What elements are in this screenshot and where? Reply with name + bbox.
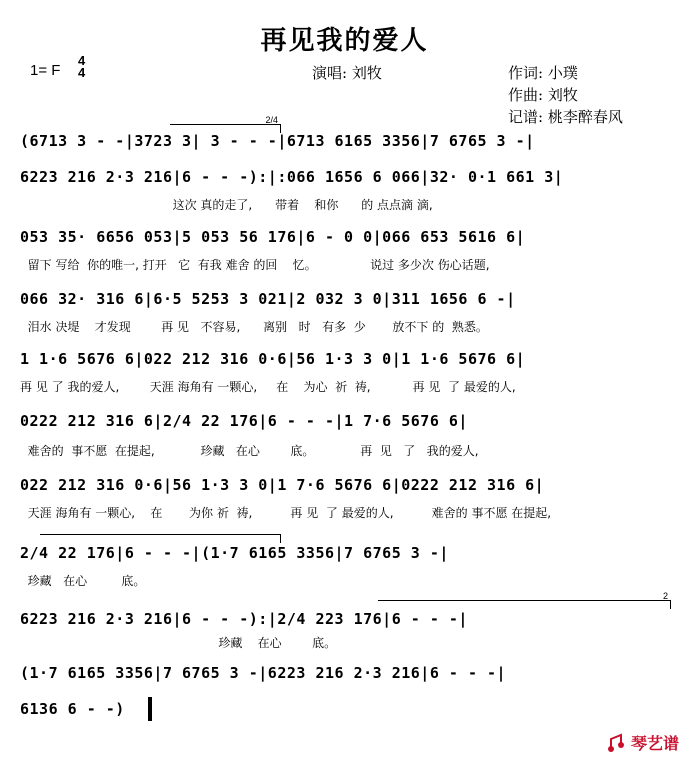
watermark-text: 琴艺谱	[630, 736, 679, 753]
watermark	[607, 731, 679, 754]
notation-line: 2/4 22 176|6 - - -|(1·7 6165 3356|7 6765 3 -|	[20, 544, 449, 562]
notation-line: 066 32· 316 6|6·5 5253 3 021|2 032 3 0|311 1656 6 -|	[20, 290, 516, 308]
notation-line: 022 212 316 0·6|56 1·3 3 0|1 7·6 5676 6|0222 212 316 6|	[20, 476, 545, 494]
notation-line: 0222 212 316 6|2/4 22 176|6 - - -|1 7·6 5676 6|	[20, 412, 468, 430]
ending-bracket-1	[40, 534, 281, 543]
score-row-11	[20, 700, 670, 720]
lyric-line: 难舍的 事不愿 在提起, 珍藏 在心 底。 再 见 了 我的爱人,	[20, 444, 479, 458]
song-title: 再见我的爱人	[260, 26, 429, 56]
lyric-line: 天涯 海角有 一颗心, 在 为你 祈 祷, 再 见 了 最爱的人, 难舍的 事不愿 在提起,	[20, 506, 552, 520]
notation-line: 1 1·6 5676 6|022 212 316 0·6|56 1·3 3 0|1 1·6 5676 6|	[20, 350, 526, 368]
notation-line: (6713 3 - -|3723 3| 3 - - -|6713 6165 3356|7 6765 3 -|	[20, 132, 535, 150]
transcriber-credit: 记谱: 桃李醉春风	[508, 108, 623, 126]
score-row-5	[20, 350, 670, 396]
score-row-2	[20, 168, 670, 214]
notation-line: (1·7 6165 3356|7 6765 3 -|6223 216 2·3 216|6 - - -|	[20, 664, 507, 682]
notation-line: 053 35· 6656 053|5 053 56 176|6 - 0 0|066 653 5616 6|	[20, 228, 526, 246]
notation-line: 6223 216 2·3 216|6 - - -):|:066 1656 6 066|32· 0·1 661 3|	[20, 168, 564, 186]
time-signature-bottom: 4	[78, 65, 86, 80]
lyric-line: 泪水 决堤 才发现 再 见 不容易, 离别 时 有多 少 放不下 的 熟悉。	[20, 320, 488, 334]
music-note-icon	[607, 733, 627, 753]
singer-credit: 演唱: 刘牧	[312, 64, 382, 82]
lyric-line: 珍藏 在心 底。	[20, 636, 337, 650]
key-signature: 1= F	[30, 62, 61, 79]
lyric-line: 再 见 了 我的爱人, 天涯 海角有 一颗心, 在 为心 祈 祷, 再 见 了 最爱的人,	[20, 380, 516, 394]
time-signature	[78, 55, 85, 79]
score-row-7	[20, 476, 670, 522]
score-row-10	[20, 664, 670, 684]
score-row-8	[20, 544, 670, 590]
notation-line: 6223 216 2·3 216|6 - - -):|2/4 223 176|6 - - -|	[20, 610, 468, 628]
notation-line: 6136 6 - -)	[20, 700, 125, 718]
score-row-3	[20, 228, 670, 274]
lyric-line: 珍藏 在心 底。	[20, 574, 146, 588]
score-row-6	[20, 412, 670, 458]
ending-bracket-2: 2	[378, 600, 671, 609]
score-row-9	[20, 591, 670, 656]
final-barline	[148, 697, 152, 721]
time-signature-top: 4	[78, 53, 86, 68]
lyricist-credit: 作词: 小璞	[508, 64, 578, 82]
lyric-line: 留下 写给 你的唯一, 打开 它 有我 难舍 的回 忆。 说过 多少次 伤心话题,	[20, 258, 490, 272]
composer-credit: 作曲: 刘牧	[508, 86, 578, 104]
time-change-bracket: 2/4	[170, 124, 281, 133]
lyric-line: 这次 真的走了, 带着 和你 的 点点滴 滴,	[20, 198, 433, 212]
score-row-4	[20, 290, 670, 336]
